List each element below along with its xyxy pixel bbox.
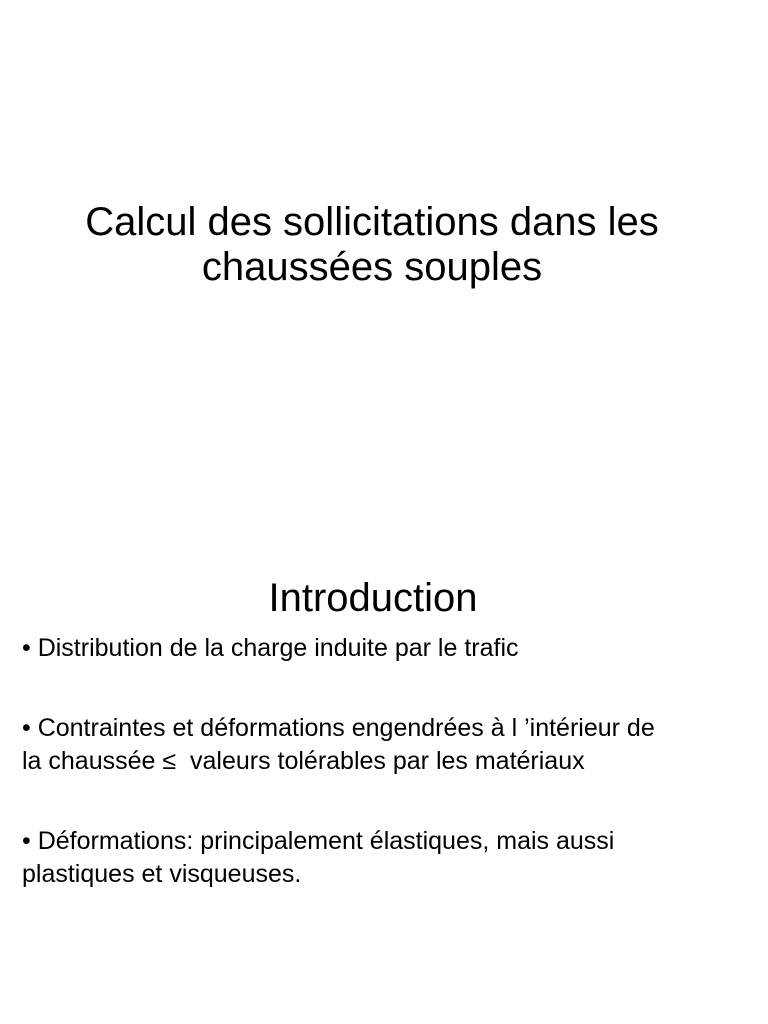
bullet-2-line-1: • Contraintes et déformations engendrées à l ’intérieur de [22, 714, 655, 742]
bullet-item-2 [22, 712, 752, 778]
document-title [40, 200, 704, 290]
section-heading: Introduction [268, 576, 478, 620]
bullet-1-line-1: • Distribution de la charge induite par le trafic [22, 634, 519, 662]
bullet-3-line-1: • Déformations: principalement élastiques, mais aussi [22, 827, 615, 855]
bullet-item-1 [22, 632, 752, 665]
bullet-2-line-2: la chaussée ≤ valeurs tolérables par les matériaux [22, 747, 585, 775]
bullet-item-3 [22, 825, 752, 891]
bullet-3-line-2: plastiques et visqueuses. [22, 860, 302, 888]
title-line-1: Calcul des sollicitations dans les [85, 200, 659, 244]
title-line-2: chaussées souples [201, 245, 543, 289]
